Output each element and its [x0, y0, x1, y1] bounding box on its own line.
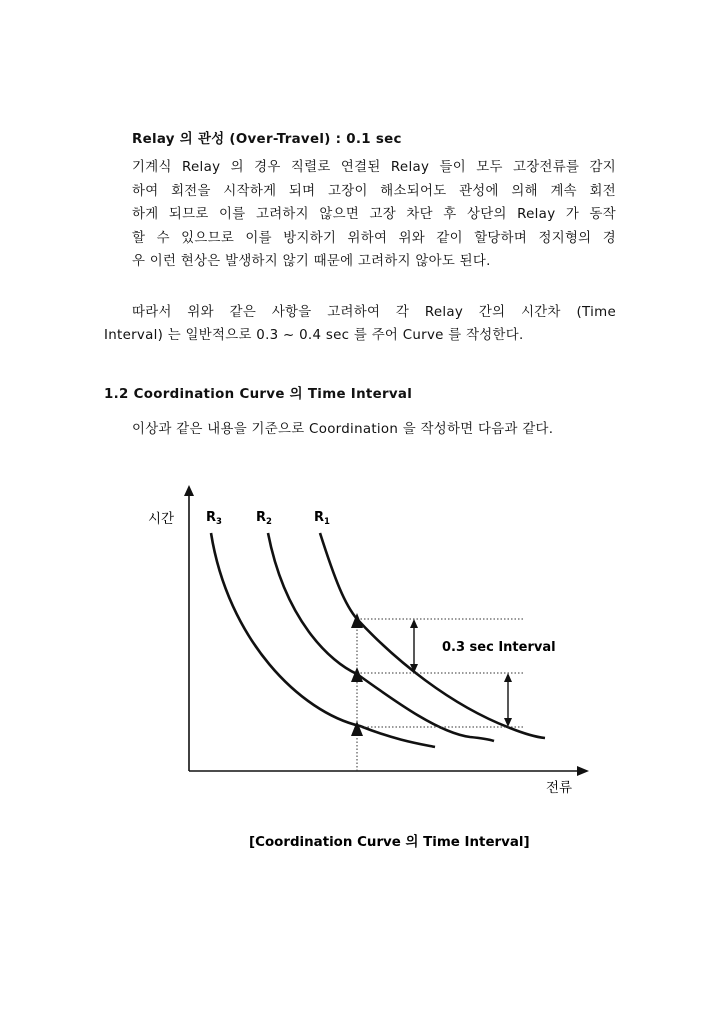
x-axis-label: 전류	[546, 780, 573, 796]
curve-label-r2: $R_2$	[256, 510, 272, 527]
paragraph-line: 우 이런 현상은 발생하지 않기 때문에 고려하지 않아도 된다.	[132, 254, 491, 269]
paragraph-line: 하게 되므로 이를 고려하지 않으면 고장 차단 후 상단의 Relay 가 동작	[132, 207, 616, 222]
interval-label: 0.3 sec Interval	[442, 640, 556, 655]
section-intro: 이상과 같은 내용을 기준으로 Coordination 을 작성하면 다음과 같다.	[132, 422, 554, 437]
curve-r3	[211, 533, 435, 747]
curve-r2	[268, 533, 494, 741]
arrow-up-icon	[410, 619, 418, 628]
arrow-up-icon	[504, 673, 512, 682]
intersection-arrow-icon	[351, 667, 363, 682]
paragraph-line: 따라서 위와 같은 사항을 고려하여 각 Relay 간의 시간차 (Time	[132, 305, 616, 320]
paragraph-line: Interval) 는 일반적으로 0.3 ~ 0.4 sec 를 주어 Curve 를 작성한다.	[104, 328, 524, 343]
section-heading-curve: 1.2 Coordination Curve 의 Time Interval	[104, 387, 413, 402]
x-axis-arrow-icon	[577, 766, 589, 776]
paragraph-line: 하여 회전을 시작하게 되며 고장이 해소되어도 관성에 의해 계속 회전	[132, 183, 616, 199]
curve-label-r1: $R_1$	[314, 510, 330, 527]
y-axis-label: 시간	[148, 511, 175, 527]
y-axis-arrow-icon	[184, 485, 194, 496]
curve-r1	[320, 533, 545, 738]
figure-caption: [Coordination Curve 의 Time Interval]	[249, 835, 530, 850]
curve-label-r3: $R_3$	[206, 510, 222, 527]
paragraph-line: 할 수 있으므로 이를 방지하기 위하여 위와 같이 할당하며 정지형의 경	[132, 230, 616, 246]
section-heading-relay: Relay 의 관성 (Over-Travel) : 0.1 sec	[132, 132, 402, 147]
paragraph-line: 기계식 Relay 의 경우 직렬로 연결된 Relay 들이 모두 고장전류를 감지	[132, 160, 616, 175]
